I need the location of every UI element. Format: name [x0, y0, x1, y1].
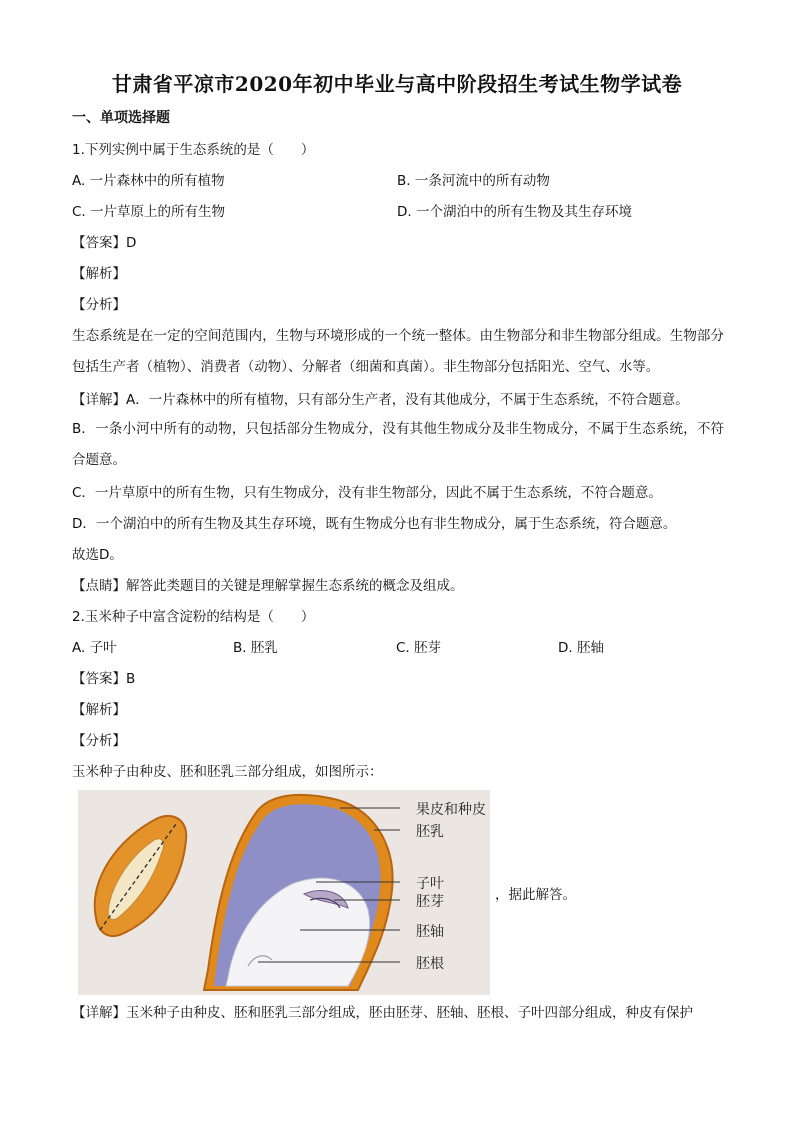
q1-detail-b: B．一条小河中所有的动物，只包括部分生物成分，没有其他生物成分及非生物成分，不属于生态系统，不符合题意。: [72, 421, 724, 468]
q2-intro: 玉米种子由种皮、胚和胚乳三部分组成，如图所示：: [72, 764, 383, 780]
label-cotyledon: 子叶: [416, 876, 444, 892]
q1-analysis-text: 生态系统是在一定的空间范围内，生物与环境形成的一个统一整体。由生物部分和非生物部分组成。生物部分包括生产者（植物）、消费者（动物）、分解者（细菌和真菌）。非生物部分包括阳光、空气、水等。: [72, 328, 724, 375]
label-pericarp-seedcoat: 果皮和种皮: [416, 802, 486, 818]
q1-detail-c: C．一片草原中的所有生物，只有生物成分，没有非生物部分，因此不属于生态系统，不符合题意。: [72, 485, 662, 501]
q1-fenxi-label: 【分析】: [72, 297, 126, 313]
q1-option-c: C. 一片草原上的所有生物: [72, 204, 226, 220]
q1-option-d: D. 一个湖泊中的所有生物及其生存环境: [397, 204, 632, 220]
figure-trailing-text: ，据此解答。: [495, 887, 576, 903]
q1-detail-d: D．一个湖泊中的所有生物及其生存环境，既有生物成分也有非生物成分，属于生态系统，符合题意。: [72, 516, 677, 532]
page-title: 甘肃省平凉市2020年初中毕业与高中阶段招生考试生物学试卷: [111, 72, 683, 96]
q2-option-c: C. 胚芽: [396, 640, 442, 656]
label-endosperm: 胚乳: [416, 824, 444, 840]
q2-detail: 【详解】玉米种子由种皮、胚和胚乳三部分组成，胚由胚芽、胚轴、胚根、子叶四部分组成，种皮有保护: [72, 1005, 693, 1021]
q2-jiexi-label: 【解析】: [72, 702, 126, 718]
label-plumule: 胚芽: [416, 894, 444, 910]
label-radicle: 胚根: [416, 956, 444, 972]
q1-tip: 【点睛】解答此类题目的关键是理解掌握生态系统的概念及组成。: [72, 578, 464, 594]
q1-jiexi-label: 【解析】: [72, 266, 126, 282]
q1-option-b: B. 一条河流中的所有动物: [397, 173, 550, 189]
q2-option-d: D. 胚轴: [558, 640, 604, 656]
section-heading: 一、单项选择题: [72, 110, 170, 126]
corn-seed-figure: [78, 790, 490, 995]
q2-answer: 【答案】B: [72, 671, 136, 687]
q1-answer: 【答案】D: [72, 235, 137, 251]
q1-option-a: A. 一片森林中的所有植物: [72, 173, 225, 189]
q2-option-a: A. 子叶: [72, 640, 117, 656]
question-2-stem: 2.玉米种子中富含淀粉的结构是（ ）: [72, 609, 315, 625]
q2-option-b: B. 胚乳: [233, 640, 278, 656]
q1-detail-a: 【详解】A．一片森林中的所有植物，只有部分生产者，没有其他成分，不属于生态系统，不符合题意。: [72, 392, 689, 408]
label-hypocotyl: 胚轴: [416, 924, 444, 940]
q2-fenxi-label: 【分析】: [72, 733, 126, 749]
question-1-stem: 1.下列实例中属于生态系统的是（ ）: [72, 142, 315, 158]
q1-choose: 故选D。: [72, 547, 123, 563]
